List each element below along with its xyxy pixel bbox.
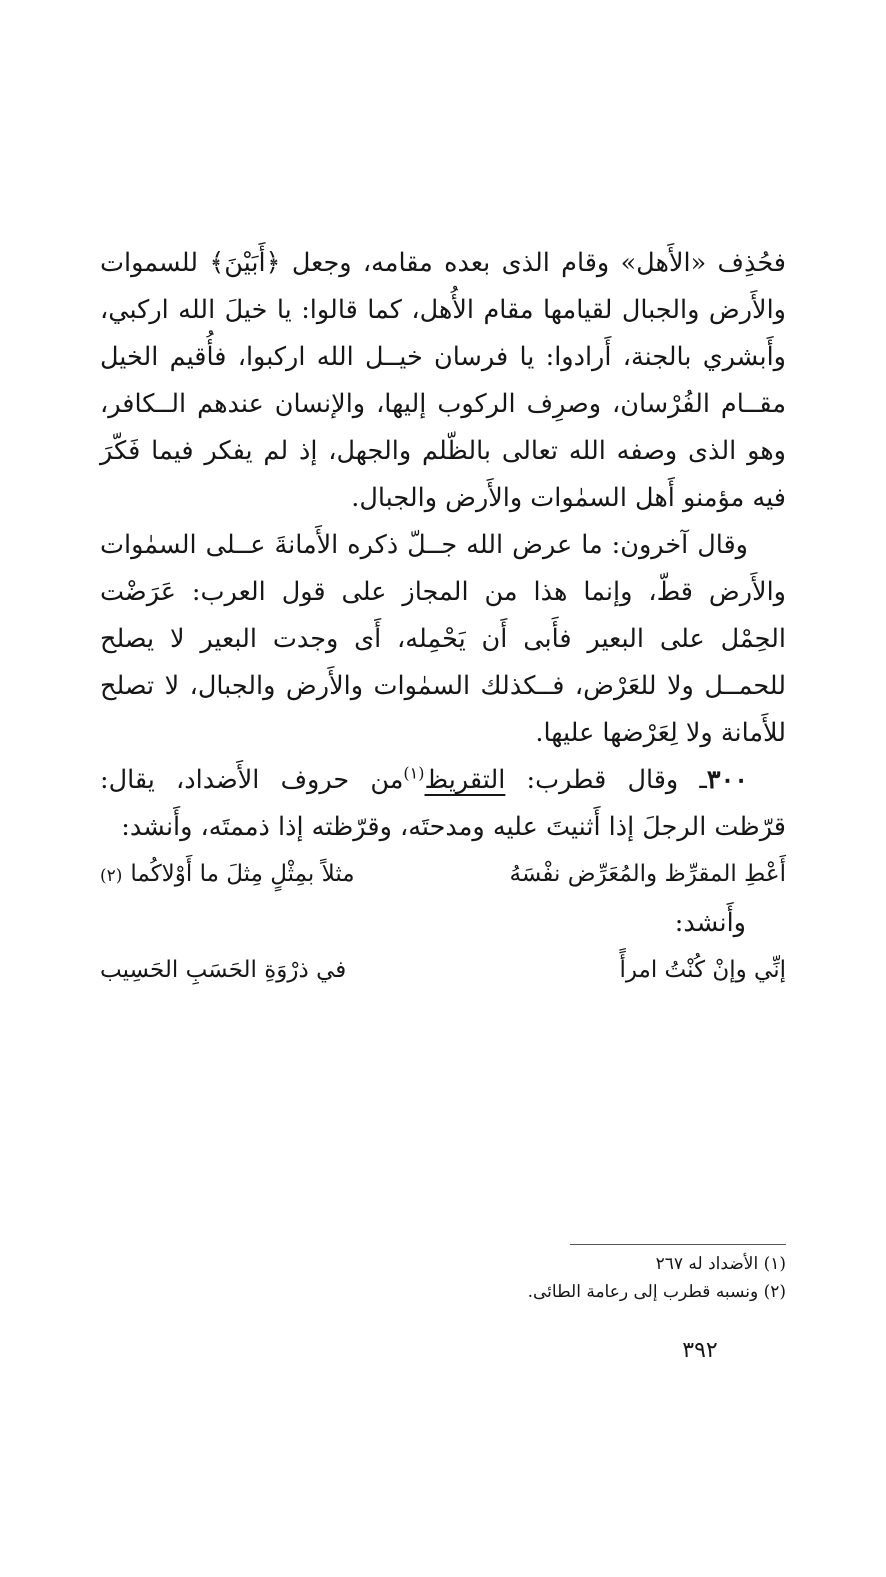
main-text (100, 240, 786, 994)
section-rest: من حروف الأَضداد، يقال: قرّظت الرجلَ إذا أَثنيتَ عليه ومدحتَه، وقرّظته إذا ذممتَه، وأَنشد: (100, 765, 786, 842)
verse-line-1 (100, 851, 786, 900)
verse-1-second-hemistich (100, 851, 355, 900)
paragraph-1: فحُذِف «الأَهل» وقام الذى بعده مقامه، وجعل ﴿أَبَيْنَ﴾ للسموات والأَرض والجبال لقيامها مقام الأُهل، كما قالوا: يا خيلَ الله اركبي، وأَبشري بالجنة، أَرادوا: يا فرسان خيــل الله اركبوا، فأُقيم الخيل مقــام الفُرْسان، وصرِف الركوب إليها، والإنسان عندهم الــكافر، وهو الذى وصفه الله تعالى بالظّلم والجهل، إذ لم يفكر فيما فَكّرَ فيه مؤمنو أَهل السمٰوات والأَرض والجبال. (100, 248, 786, 513)
verse-intro: وأَنشد: (674, 908, 746, 938)
footnote-2: (٢) ونسبه قطرب إلى رعامة الطائى. (527, 1282, 786, 1302)
section-number: ٣٠٠ (706, 765, 748, 795)
footnote-ref-1: (١) (403, 763, 425, 783)
footnote-1: (١) الأضداد له ٢٦٧ (655, 1254, 786, 1274)
page-number: ٣٩٢ (682, 1338, 718, 1363)
section-term: التقريظ (424, 765, 506, 795)
section-lead: ـ وقال قطرب: (505, 765, 707, 795)
footnote-divider (570, 1244, 786, 1245)
verse-2-second-hemistich: في ذرْوَةِ الحَسَبِ الحَسِيب (100, 957, 347, 983)
footnote-ref-2: (٢) (100, 866, 123, 886)
verse-2-first-hemistich: إنِّي وإنْ كُنْتُ امرأً (619, 957, 786, 983)
paragraph-2: وقال آخرون: ما عرض الله جــلّ ذكره الأَمانةَ عــلى السمٰوات والأَرض قطّ، وإنما هذا من المجاز على قول العرب: عَرَضْت الحِمْل على البعير فأَبى أَن يَحْمِله، أَى وجدت البعير لا يصلح للحمــل ولا للعَرْض، فــكذلك السمٰوات والأَرض والجبال، لا تصلح للأَمانة ولا لِعَرْضها عليها. (100, 530, 786, 748)
verse-line-2 (100, 947, 786, 994)
verse-1-first-hemistich: أَعْطِ المقرِّظ والمُعَرِّض نفْسَهُ (509, 861, 786, 887)
section-paragraph (100, 757, 786, 851)
verse-1-second-text: مثلاً بمِثْلٍ مِثلَ ما أَوْلاكُما (130, 861, 355, 887)
footnotes (286, 1250, 786, 1306)
